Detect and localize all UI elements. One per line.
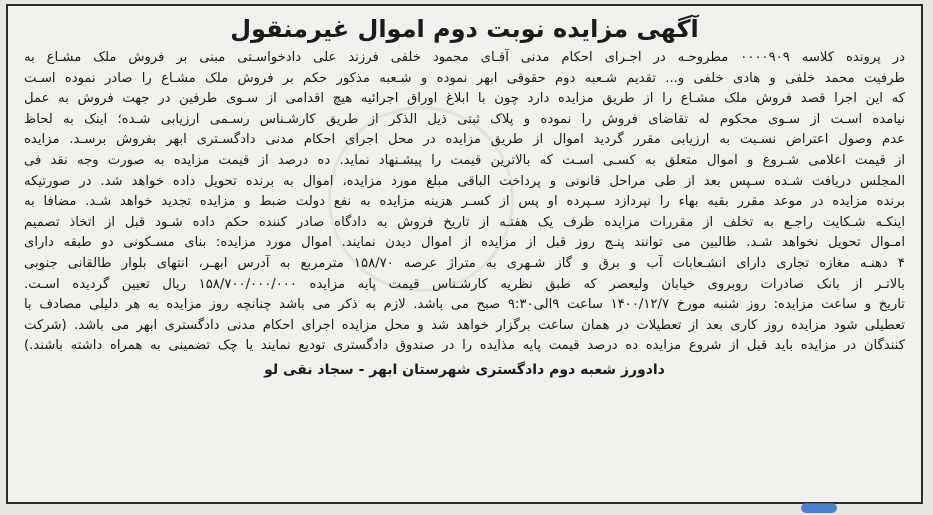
body-line: برنده مزایده در موعد مقرر بقیه بهاء را نپردازد سـپرده او پس از کسـر هزینه مزایده به نفع دولت ضبط و مزایده تجدید خواهد شـد. مضافا به xyxy=(24,194,905,210)
body-line: تعطیلی شود مزایده روز کاری بعد از تعطیلات در همان ساعت برگزار خواهد شد و محل مزایده اجرای احکام مدنی دادگستری ابهر می باشد. (شرکت xyxy=(24,317,905,333)
body-line: از قیمت اعلامی شـروع و اموال متعلق به کسـی اسـت که بالاترین قیمت را پیشـنهاد نماید. ده درصد از قیمت مزایده به صورت وجه نقد فی xyxy=(24,152,905,168)
body-line: طرفیت محمد خلفی و هادی خلفی و... تقدیم شـعبه دوم حقوقی ابهر نموده و شـعبه مذکور حکم بر فروش ملک مشـاع را صادر نموده اسـت xyxy=(24,70,905,86)
body-line: تاریخ و ساعت مزایده: روز شنبه مورخ ۱۴۰۰/۱۲/۷ ساعت ۹الی۹:۳۰ صبح می باشد. لازم به ذکر می باشد چنانچه روز مزایده به هر دلیلی مصادف با xyxy=(24,297,905,313)
corner-mark xyxy=(801,503,837,513)
body-line: در پرونده کلاسه ۰۰۰۰۹۰۹ مطروحـه در اجـرای احکام مدنی آقـای محمود خلفی فرزند علی دادخواسـتی مبنی بر فروش ملک مشـاع به xyxy=(24,50,905,65)
body-line: ۴ دهنـه مغازه تجاری دارای انشـعابات آب و برق و گاز شـهری به متراژ عرصه ۱۵۸/۷۰ مترمربع به آدرس ابهـر، انتهای بلوار طالقانی جنوبی xyxy=(24,255,905,271)
notice-body xyxy=(24,48,905,357)
body-line: بالاتـر از بانک صادرات روبروی خیابان ولیعصر که طبق نظریه کارشـناس قیمت پایه مزایده ۱۵۸/۷۰۰/۰۰۰/۰۰۰ ریال تعیین گردیده اسـت. xyxy=(24,276,905,292)
notice-frame xyxy=(6,4,923,504)
body-line: که این اجرا قصد فروش ملک مشـاع را از طریق مزایده دارد چون با ابلاغ اوراق اجرائیه هیچ اقدامی از سـوی طرفین در جهت فروش به عمل xyxy=(24,91,905,107)
body-line: کنندگان در مزایده باید قبل از شروع مزایده ده درصد قیمت پایه مذایده را در صندوق دادگستری تودیع نمایند یا چک تضمینی به همراه داشته باشند.) xyxy=(24,338,905,354)
body-line: اینکـه شـکایت راجـع به تخلف از مقررات مزایده ظرف یک هفتـه از تاریخ فروش به دادگاه صادر کننده حکم داده شـود قبل از اتخاذ تصمیم xyxy=(24,214,905,230)
body-line: امـوال تحویل نخواهد شـد. طالبین می توانند پنـج روز قبل از مزایده از اموال دیدن نمایند. اموال مورد مزایده: بنای مسـکونی دو طبقه دارای xyxy=(24,235,905,251)
body-line: عدم وصول اعتراض نسـبت به ارزیابی مقرر گردید اموال از طریق مزایده در محل اجرای احکام مدنی دادگسـتری ابهر بفروش برسـد. مزایده xyxy=(24,132,905,148)
notice-title: آگهی مزایده نوبت دوم اموال غیرمنقول xyxy=(230,15,699,43)
body-line: المجلس دریافت شـده سـپس بعد از طی مراحل قانونی و پرداخت الباقی مبلغ مورد مزایده، اموال به برنده تحویل داده خواهد شد. در صورتیکه xyxy=(24,173,905,189)
body-line: نیامده اسـت از سـوی محکوم له تقاضای فروش را نموده و پلاک ثبتی ذیل الذکر از طریق کارشـناس رسـمی ارزیابی شـده؛ اینک به لحاظ xyxy=(24,111,905,127)
signature-line: دادورز شعبه دوم دادگستری شهرستان ابهر - سجاد نقی لو xyxy=(264,361,665,378)
